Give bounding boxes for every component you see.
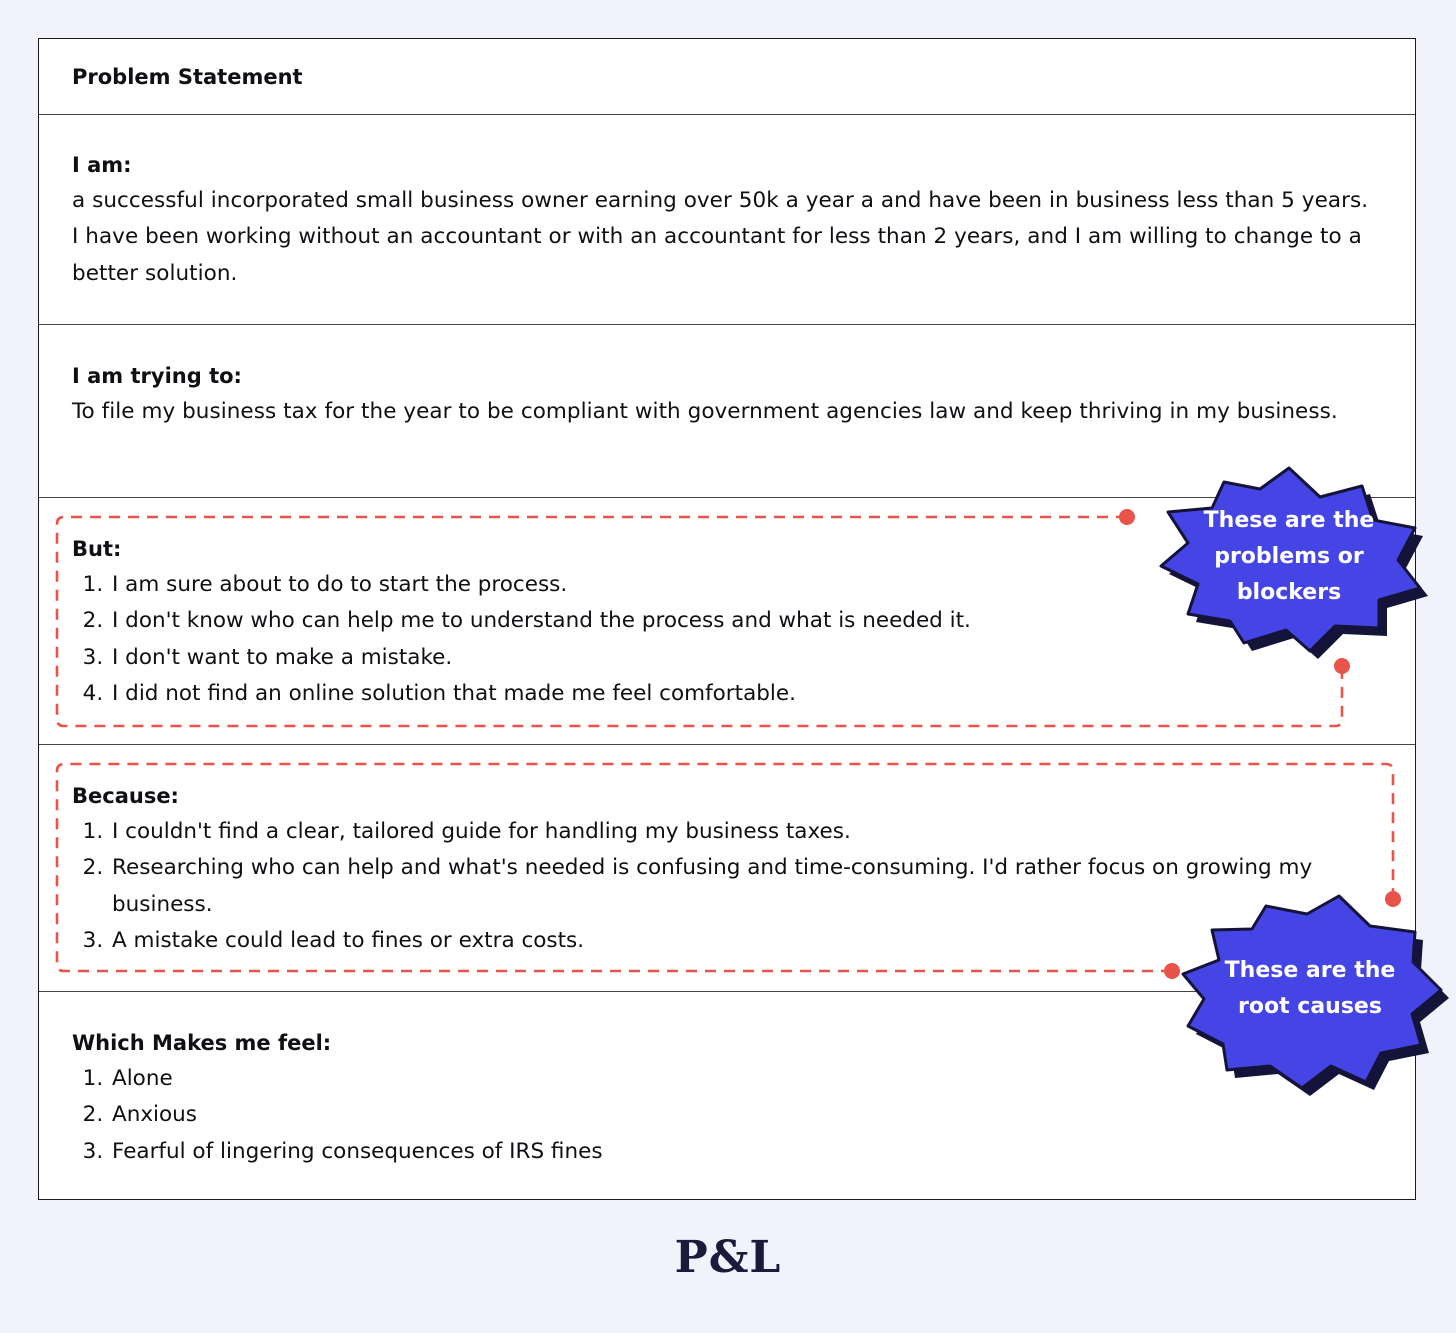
section-title: Because:: [72, 784, 179, 808]
connector-dot: [1334, 658, 1350, 674]
list-item: 3. I don't want to make a mistake.: [110, 640, 1375, 676]
section-title: I am trying to:: [72, 364, 242, 388]
callout-line: root causes: [1238, 994, 1382, 1019]
list-item: 3. A mistake could lead to fines or extra costs.: [110, 923, 1375, 959]
connector-dot: [1164, 963, 1180, 979]
callout-line: These are the: [1224, 958, 1396, 983]
section-title: Which Makes me feel:: [72, 1031, 332, 1055]
callout-line: problems or: [1214, 544, 1364, 569]
callout-line: These are the: [1203, 508, 1375, 533]
list-item: 4. I did not find an online solution that made me feel comfortable.: [110, 676, 1375, 712]
list-item: 2. Researching who can help and what's needed is confusing and time-consuming. I'd rather focus on growing my business.: [110, 850, 1375, 923]
problems-callout-text: [1168, 503, 1410, 611]
list-item: 2. Anxious: [110, 1097, 1375, 1133]
connector-dot: [1385, 891, 1401, 907]
list-item: 1. Alone: [110, 1061, 1375, 1097]
list-item: 1. I couldn't find a clear, tailored guide for handling my business taxes.: [110, 814, 1375, 850]
blockers-dashed-outline: [57, 517, 1342, 726]
root-causes-dashed-outline: [57, 764, 1393, 971]
section-text: To file my business tax for the year to be compliant with government agencies law and keep thriving in my business.: [72, 399, 1338, 424]
list-item: 2. I don't know who can help me to understand the process and what is needed it.: [110, 603, 1375, 639]
connector-dot: [1119, 509, 1135, 525]
list-item: 3. Fearful of lingering consequences of IRS fines: [110, 1134, 1375, 1170]
brand-logo: P&L: [674, 1232, 782, 1283]
callout-line: blockers: [1236, 580, 1342, 605]
list-item: 1. I am sure about to do to start the process.: [110, 567, 1375, 603]
page-title: Problem Statement: [72, 65, 303, 89]
section-title: But:: [72, 537, 122, 561]
root-causes-callout-text: [1190, 953, 1430, 1025]
section-title: I am:: [72, 153, 132, 177]
section-text: a successful incorporated small business owner earning over 50k a year a and have been in business less than 5 years. I have been working without an accountant or with an accountant for less than 2 years, and I am willing to change to a better solution.: [72, 188, 1369, 286]
